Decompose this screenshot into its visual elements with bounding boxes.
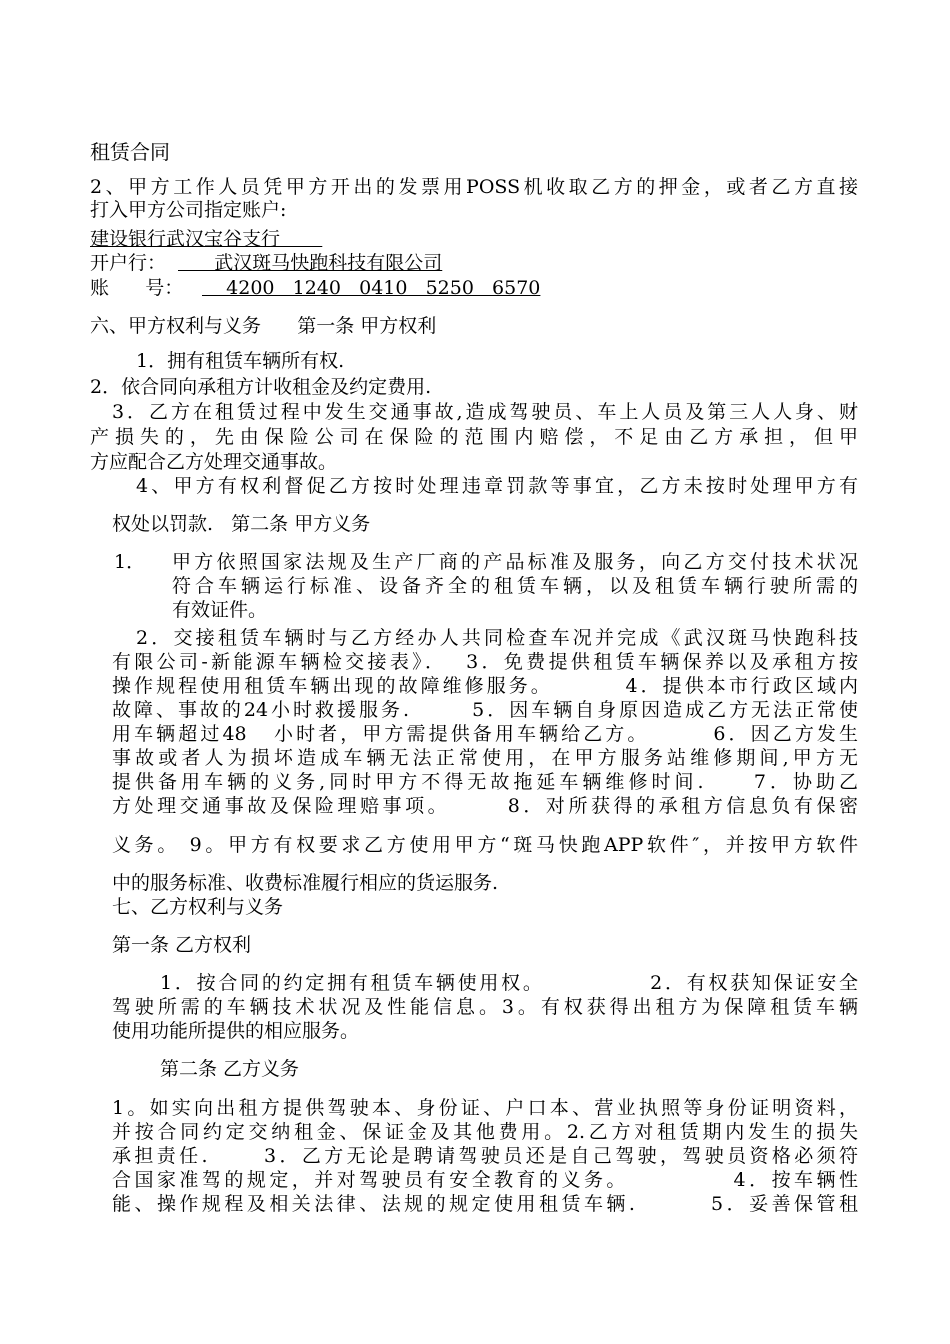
paragraph-line: 方应配合乙方处理交通事故。 — [90, 451, 338, 473]
account-number: 4200 1240 0410 5250 6570 — [202, 277, 541, 299]
paragraph-line: 有限公司-新能源车辆检交接表》． 3．免费提供租赁车辆保养以及承租方按 — [112, 651, 858, 673]
paragraph-line: 3．乙方在租赁过程中发生交通事故,造成驾驶员、车上人员及第三人人身、财 — [112, 401, 858, 423]
paragraph-line: 驾驶所需的车辆技术状况及性能信息。3。有权获得出租方为保障租赁车辆 — [112, 996, 858, 1018]
paragraph-line: 1．按合同的约定拥有租赁车辆使用权。 2．有权获知保证安全 — [160, 972, 858, 994]
paragraph-line: 合国家准驾的规定，并对驾驶员有安全教育的义务。 4．按车辆性 — [112, 1169, 858, 1191]
paragraph-line: 操作规程使用租赁车辆出现的故障维修服务。 4．提供本市行政区域内 — [112, 675, 858, 697]
document-title: 租赁合同 — [90, 140, 170, 164]
paragraph-line: 并按合同约定交纳租金、保证金及其他费用。2.乙方对租赁期内发生的损失 — [112, 1121, 858, 1143]
paragraph-line: 符合车辆运行标准、设备齐全的租赁车辆，以及租赁车辆行驶所需的 — [172, 575, 858, 597]
paragraph-line: 1。如实向出租方提供驾驶本、身份证、户口本、营业执照等身份证明资料， — [112, 1097, 858, 1119]
paragraph-line: 方处理交通事故及保险理赔事项。 8．对所获得的承租方信息负有保密 — [112, 795, 858, 817]
section-heading: 六、甲方权利与义务 第一条 甲方权利 — [90, 315, 437, 337]
paragraph-line: 产损失的，先由保险公司在保险的范围内赔偿，不足由乙方承担，但甲 — [90, 426, 858, 448]
paragraph-line: 能、操作规程及相关法律、法规的规定使用租赁车辆. 5．妥善保管租 — [112, 1193, 858, 1215]
account-number-label: 账 号： — [90, 277, 184, 299]
paragraph-line: 用车辆超过48 小时者，甲方需提供备用车辆给乙方。 6．因乙方发生 — [112, 723, 858, 745]
paragraph-line: 2、甲方工作人员凭甲方开出的发票用POSS机收取乙方的押金，或者乙方直接 — [90, 176, 858, 198]
section-heading: 七、乙方权利与义务 — [112, 896, 284, 918]
paragraph-line: 1．拥有租赁车辆所有权. — [136, 350, 345, 372]
bank-name: 建设银行武汉宝谷支行 — [90, 228, 323, 250]
paragraph-line: 承担责任. 3．乙方无论是聘请驾驶员还是自己驾驶，驾驶员资格必须符 — [112, 1145, 858, 1167]
article-heading: 第一条 乙方权利 — [112, 934, 252, 956]
article-heading: 第二条 乙方义务 — [160, 1058, 300, 1080]
paragraph-line: 中的服务标准、收费标准履行相应的货运服务. — [112, 872, 499, 894]
list-number: 1． — [114, 551, 146, 573]
paragraph-line: 有效证件。 — [172, 599, 268, 621]
paragraph-line: 权处以罚款. 第二条 甲方义务 — [112, 513, 371, 535]
paragraph-line: 故障、事故的24小时救援服务. 5．因车辆自身原因造成乙方无法正常使 — [112, 699, 858, 721]
account-holder-name: 武汉斑马快跑科技有限公司 — [178, 252, 443, 274]
paragraph-line: 义务。 9。甲方有权要求乙方使用甲方“斑马快跑APP软件″，并按甲方软件 — [112, 834, 858, 856]
account-bank-label: 开户行： — [90, 252, 167, 274]
paragraph-line: 2．交接租赁车辆时与乙方经办人共同检查车况并完成《武汉斑马快跑科技 — [136, 627, 858, 649]
paragraph-line: 事故或者人为损坏造成车辆无法正常使用，在甲方服务站维修期间,甲方无 — [112, 747, 858, 769]
paragraph-line: 使用功能所提供的相应服务。 — [112, 1020, 360, 1042]
paragraph-line: 2．依合同向承租方计收租金及约定费用. — [90, 376, 432, 398]
paragraph-line: 甲方依照国家法规及生产厂商的产品标准及服务，向乙方交付技术状况 — [172, 551, 858, 573]
paragraph-line: 打入甲方公司指定账户: — [90, 199, 287, 221]
paragraph-line: 提供备用车辆的义务,同时甲方不得无故拖延车辆维修时间. 7．协助乙 — [112, 771, 858, 793]
paragraph-line: 4、甲方有权利督促乙方按时处理违章罚款等事宜，乙方未按时处理甲方有 — [136, 475, 858, 497]
